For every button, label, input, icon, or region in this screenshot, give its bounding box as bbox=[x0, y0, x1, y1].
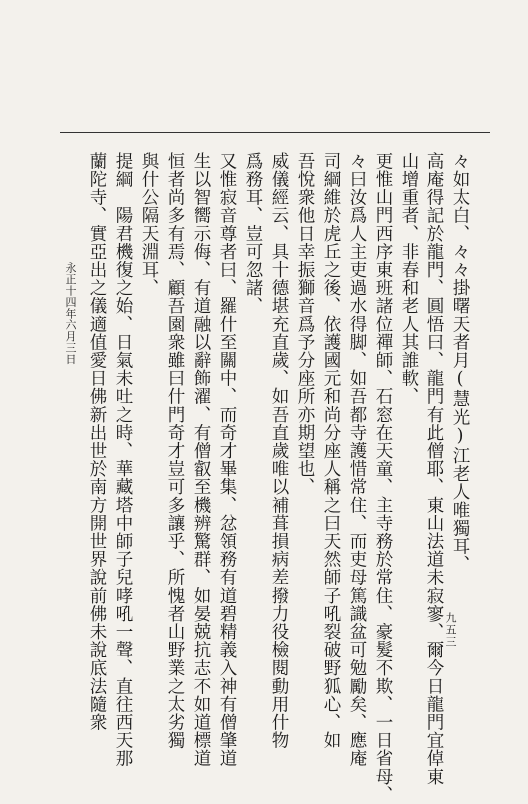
text-column: 恒者尚多有焉、顧吾園衆雖曰什門奇才豈可多讓乎、所愧者山野業之太劣獨 bbox=[165, 152, 185, 750]
page-number: 九五三 bbox=[444, 612, 457, 648]
text-column: 山增重者、非春和老人其誰軟、 bbox=[399, 152, 419, 406]
text-column: 又惟寂音尊者曰、羅什至關中、而奇才畢集、忿領務有道碧精義入神有僧肇道 bbox=[217, 152, 237, 768]
text-column: 與什公隔天淵耳、 bbox=[139, 152, 159, 297]
text-column: 高庵得記於龍門、圓悟曰、龍門有此僧耶、東山法道未寂寥、爾今日龍門宜倬東 bbox=[424, 152, 444, 786]
text-column: 司綱維於虎丘之後、依護國元和尚分座人稱之曰天然師子吼裂破野狐心、如 bbox=[321, 152, 341, 750]
text-column: 々如太白、々々掛曙天者月(慧光)江老人唯獨耳、 bbox=[450, 152, 470, 574]
text-column: 更惟山門西序東班諸位禪師、石窓在天童、主寺務於常住、豪髮不欺、一日省母、 bbox=[373, 152, 393, 804]
text-column: 威儀經云、具十德堪充直歲、如吾直歲唯以補葺損病差撥力役檢閱動用什物 bbox=[269, 152, 289, 750]
date-note: 永正十四年六月三日 bbox=[64, 262, 77, 365]
header-rule bbox=[60, 132, 490, 133]
text-column: 蘭陀寺、實亞出之儀適值愛日佛新出世於南方開世界說前佛未說底法隨衆 bbox=[87, 152, 107, 732]
text-column: 提綱 陽君機復之始、日氣未吐之時、華藏塔中師子兒哮吼一聲、直往西天那 bbox=[113, 152, 133, 768]
text-column: 吾悅衆他日幸振獅音爲予分座所亦期望也、 bbox=[295, 152, 315, 496]
text-column: 生以智嚮示侮、有道融以辭飾濯、有僧叡至機辨驚群、如晏兢抗志不如道標道 bbox=[191, 152, 211, 768]
text-column: 々曰汝爲人主吏過水得脚、如吾都寺護惜常住、而吏母篤識盆可勉勵矣、應庵 bbox=[347, 152, 367, 768]
text-column: 爲務耳、豈可忽諸、 bbox=[243, 152, 263, 315]
